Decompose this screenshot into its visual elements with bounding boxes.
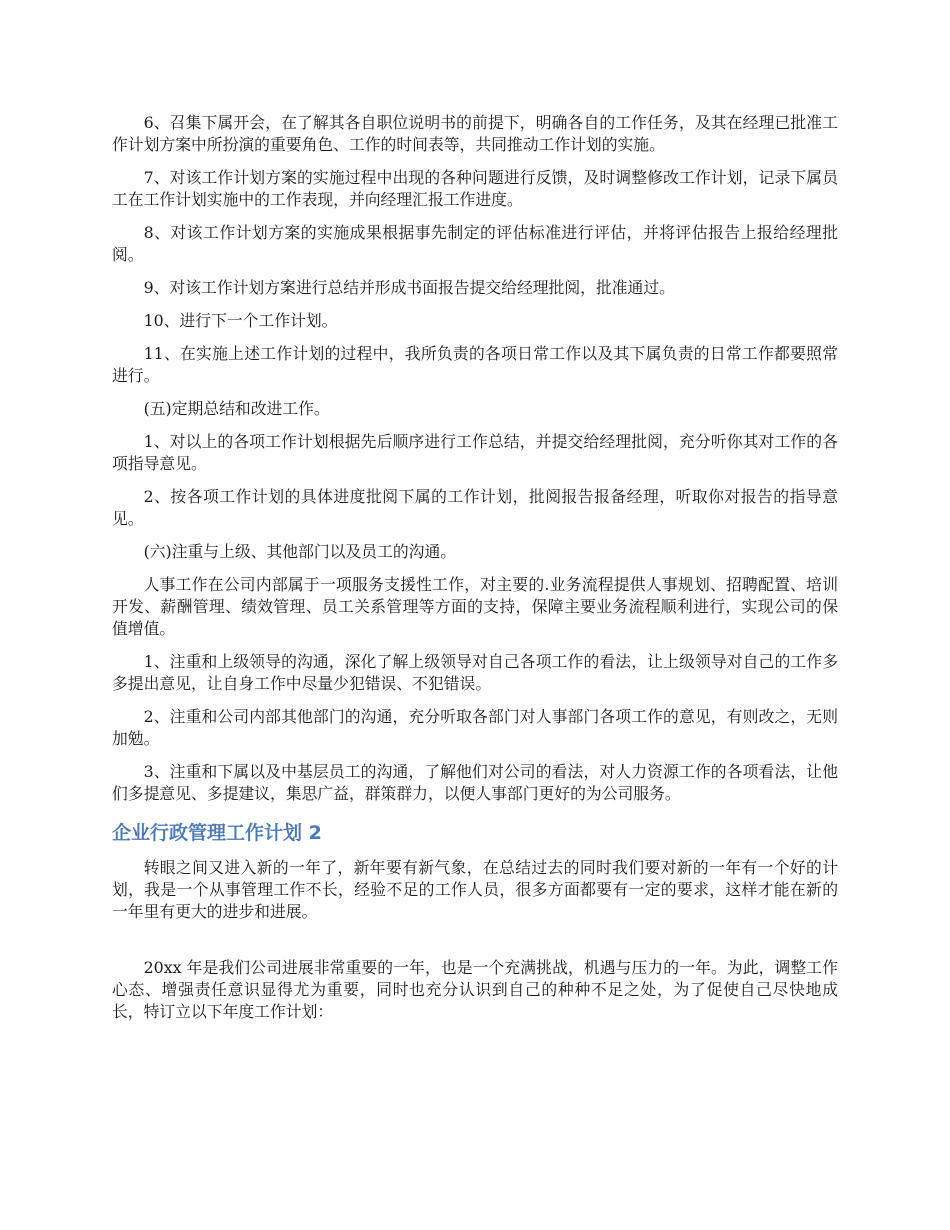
paragraph-communication-2: 2、注重和公司内部其他部门的沟通，充分听取各部门对人事部门各项工作的意见，有则改之，无则加勉。 (112, 707, 838, 748)
paragraph-intro: 转眼之间又进入新的一年了，新年要有新气象，在总结过去的同时我们要对新的一年有一个好的计划，我是一个从事管理工作不长，经验不足的工作人员，很多方面都要有一定的要求，这样才能在新的一年里有更大的进步和进展。 (112, 858, 838, 921)
subsection-title-6: (六)注重与上级、其他部门以及员工的沟通。 (143, 542, 457, 561)
paragraph-item-11: 11、在实施上述工作计划的过程中，我所负责的各项日常工作以及其下属负责的日常工作都要照常进行。 (112, 344, 838, 385)
paragraph-item-7: 7、对该工作计划方案的实施过程中出现的各种问题进行反馈，及时调整修改工作计划，记录下属员工在工作计划实施中的工作表现，并向经理汇报工作进度。 (112, 168, 838, 209)
paragraph-hr-intro: 人事工作在公司内部属于一项服务支援性工作，对主要的.业务流程提供人事规划、招聘配置、培训开发、薪酬管理、绩效管理、员工关系管理等方面的支持，保障主要业务流程顺利进行，实现公司的保值增值。 (112, 575, 838, 638)
paragraph-year-plan: 20xx 年是我们公司进展非常重要的一年，也是一个充满挑战，机遇与压力的一年。为此，调整工作心态、增强责任意识显得尤为重要，同时也充分认识到自己的种种不足之处，为了促使自己尽快地成长，特订立以下年度工作计划： (112, 958, 838, 1021)
paragraph-summary-2: 2、按各项工作计划的具体进度批阅下属的工作计划，批阅报告报备经理，听取你对报告的指导意见。 (112, 487, 838, 528)
paragraph-summary-1: 1、对以上的各项工作计划根据先后顺序进行工作总结，并提交给经理批阅，充分听你其对工作的各项指导意见。 (112, 432, 838, 473)
document-page (112, 112, 838, 1034)
paragraph-communication-3: 3、注重和下属以及中基层员工的沟通，了解他们对公司的看法，对人力资源工作的各项看法，让他们多提意见、多提建议，集思广益，群策群力，以便人事部门更好的为公司服务。 (112, 762, 838, 803)
section-heading: 企业行政管理工作计划 2 (112, 822, 322, 844)
paragraph-item-8: 8、对该工作计划方案的实施成果根据事先制定的评估标准进行评估，并将评估报告上报给经理批阅。 (112, 223, 838, 264)
paragraph-communication-1: 1、注重和上级领导的沟通，深化了解上级领导对自己各项工作的看法，让上级领导对自己的工作多多提出意见，让自身工作中尽量少犯错误、不犯错误。 (112, 652, 838, 693)
subsection-title-5: (五)定期总结和改进工作。 (143, 399, 330, 418)
paragraph-item-6: 6、召集下属开会，在了解其各自职位说明书的前提下，明确各自的工作任务，及其在经理已批准工作计划方案中所扮演的重要角色、工作的时间表等，共同推动工作计划的实施。 (112, 113, 838, 154)
paragraph-item-10: 10、进行下一个工作计划。 (143, 311, 338, 330)
paragraph-item-9: 9、对该工作计划方案进行总结并形成书面报告提交给经理批阅，批准通过。 (143, 278, 675, 297)
